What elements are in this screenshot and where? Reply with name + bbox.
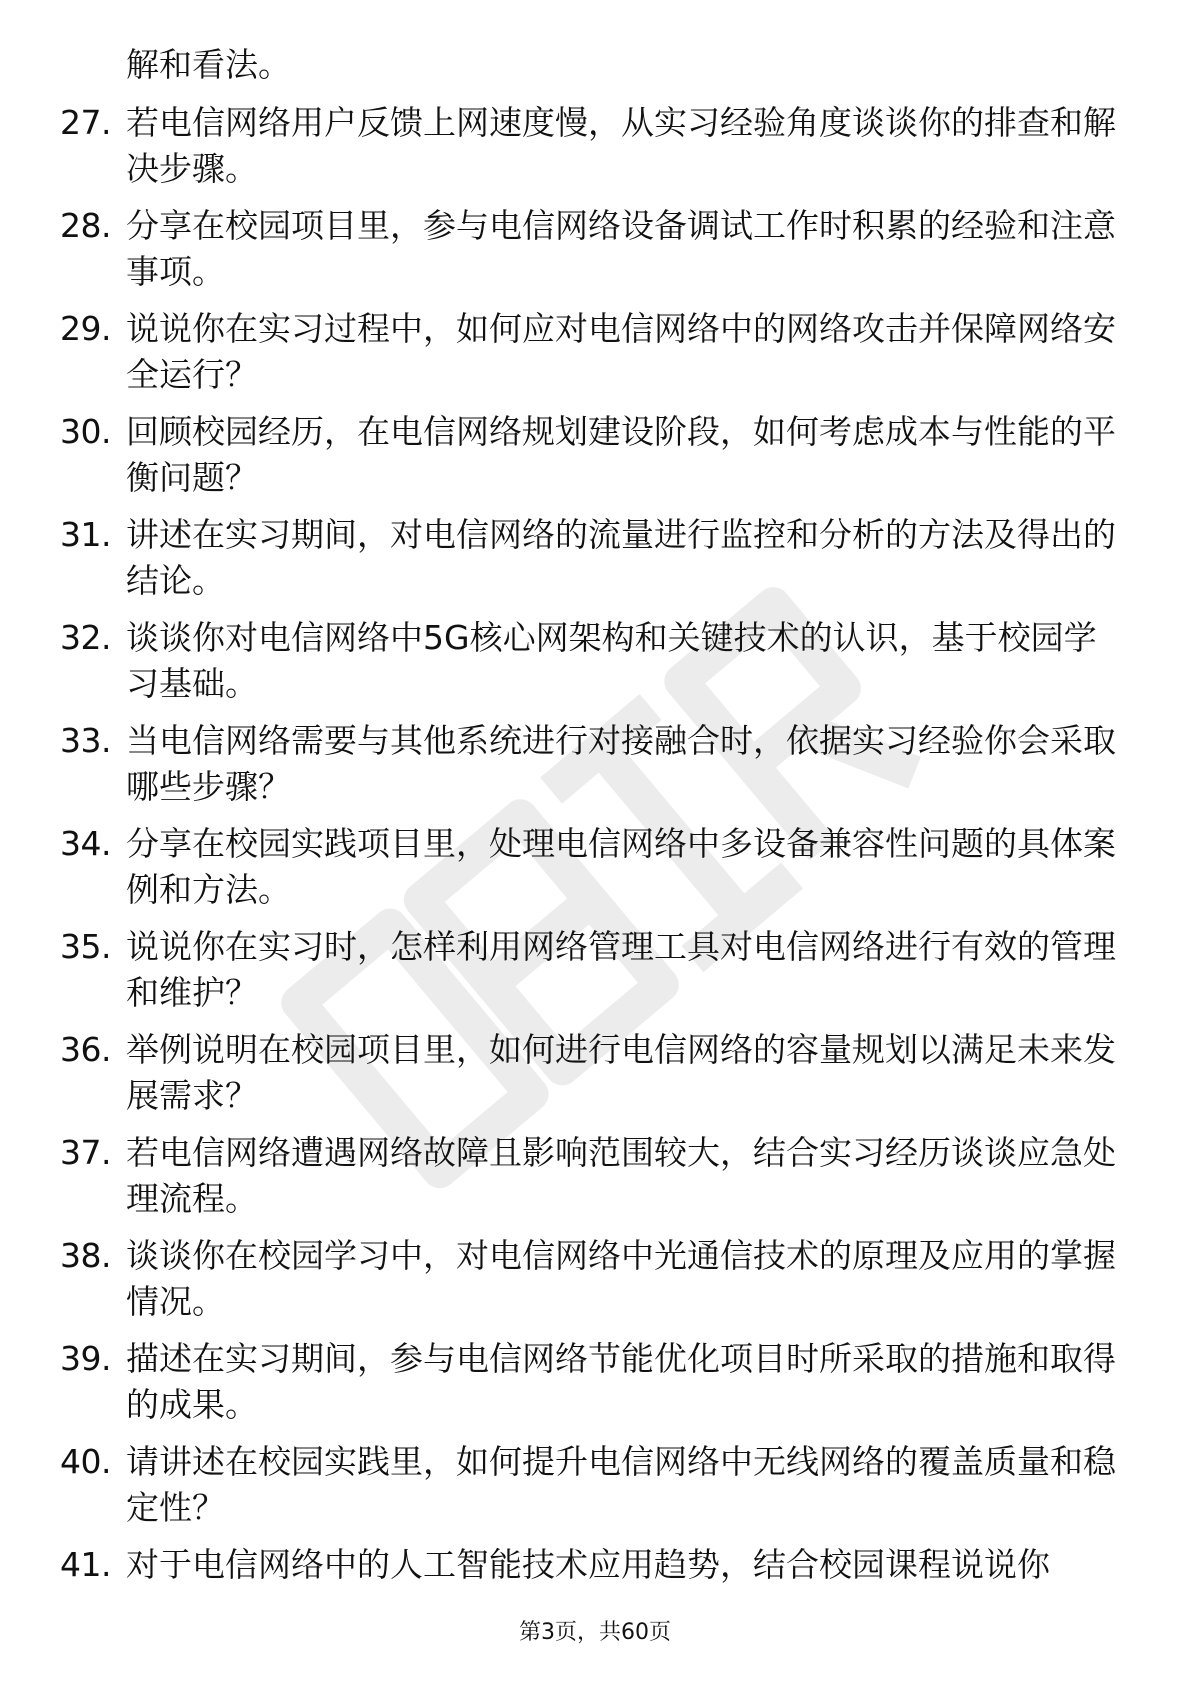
- question-number: 34.: [60, 824, 111, 863]
- question-number: 41.: [60, 1545, 111, 1584]
- question-number: 39.: [60, 1339, 111, 1378]
- continued-text: 解和看法。: [126, 45, 291, 84]
- question-item: [60, 924, 1120, 1016]
- question-item: [60, 1336, 1120, 1428]
- question-number: 32.: [60, 618, 111, 657]
- question-item: [60, 100, 1120, 192]
- question-number: 35.: [60, 927, 111, 966]
- question-text: 回顾校园经历，在电信网络规划建设阶段，如何考虑成本与性能的平衡问题？: [126, 412, 1116, 497]
- question-text: 若电信网络用户反馈上网速度慢，从实习经验角度谈谈你的排查和解决步骤。: [126, 103, 1116, 188]
- question-item: [60, 821, 1120, 913]
- question-number: 27.: [60, 103, 111, 142]
- question-number: 36.: [60, 1030, 111, 1069]
- question-item: [60, 615, 1120, 707]
- question-text: 对于电信网络中的人工智能技术应用趋势，结合校园课程说说你: [126, 1545, 1050, 1584]
- question-text: 说说你在实习过程中，如何应对电信网络中的网络攻击并保障网络安全运行？: [126, 309, 1116, 394]
- question-text: 谈谈你在校园学习中，对电信网络中光通信技术的原理及应用的掌握情况。: [126, 1236, 1116, 1321]
- question-text: 谈谈你对电信网络中5G核心网架构和关键技术的认识，基于校园学习基础。: [126, 618, 1097, 703]
- question-number: 40.: [60, 1442, 111, 1481]
- question-number: 38.: [60, 1236, 111, 1275]
- question-text: 当电信网络需要与其他系统进行对接融合时，依据实习经验你会采取哪些步骤？: [126, 721, 1116, 806]
- question-item: [60, 203, 1120, 295]
- question-list: [60, 100, 1120, 1588]
- question-number: 33.: [60, 721, 111, 760]
- question-text: 若电信网络遭遇网络故障且影响范围较大，结合实习经历谈谈应急处理流程。: [126, 1133, 1116, 1218]
- question-item: [60, 1027, 1120, 1119]
- question-number: 28.: [60, 206, 111, 245]
- question-item: [60, 512, 1120, 604]
- question-text: 请讲述在校园实践里，如何提升电信网络中无线网络的覆盖质量和稳定性？: [126, 1442, 1116, 1527]
- question-item: [60, 1233, 1120, 1325]
- question-item: [60, 1542, 1120, 1588]
- question-text: 讲述在实习期间，对电信网络的流量进行监控和分析的方法及得出的结论。: [126, 515, 1116, 600]
- question-item: [60, 409, 1120, 501]
- question-content: [60, 42, 1120, 1599]
- question-item: [60, 1130, 1120, 1222]
- page-footer: 第3页，共60页: [519, 1620, 671, 1645]
- question-text: 举例说明在校园项目里，如何进行电信网络的容量规划以满足未来发展需求？: [126, 1030, 1116, 1115]
- question-text: 分享在校园项目里，参与电信网络设备调试工作时积累的经验和注意事项。: [126, 206, 1116, 291]
- question-text: 分享在校园实践项目里，处理电信网络中多设备兼容性问题的具体案例和方法。: [126, 824, 1116, 909]
- question-number: 37.: [60, 1133, 111, 1172]
- question-item: [60, 306, 1120, 398]
- question-text: 描述在实习期间，参与电信网络节能优化项目时所采取的措施和取得的成果。: [126, 1339, 1116, 1424]
- question-number: 30.: [60, 412, 111, 451]
- question-text: 说说你在实习时，怎样利用网络管理工具对电信网络进行有效的管理和维护？: [126, 927, 1116, 1012]
- question-item: [60, 718, 1120, 810]
- question-item: [60, 1439, 1120, 1531]
- question-number: 31.: [60, 515, 111, 554]
- question-number: 29.: [60, 309, 111, 348]
